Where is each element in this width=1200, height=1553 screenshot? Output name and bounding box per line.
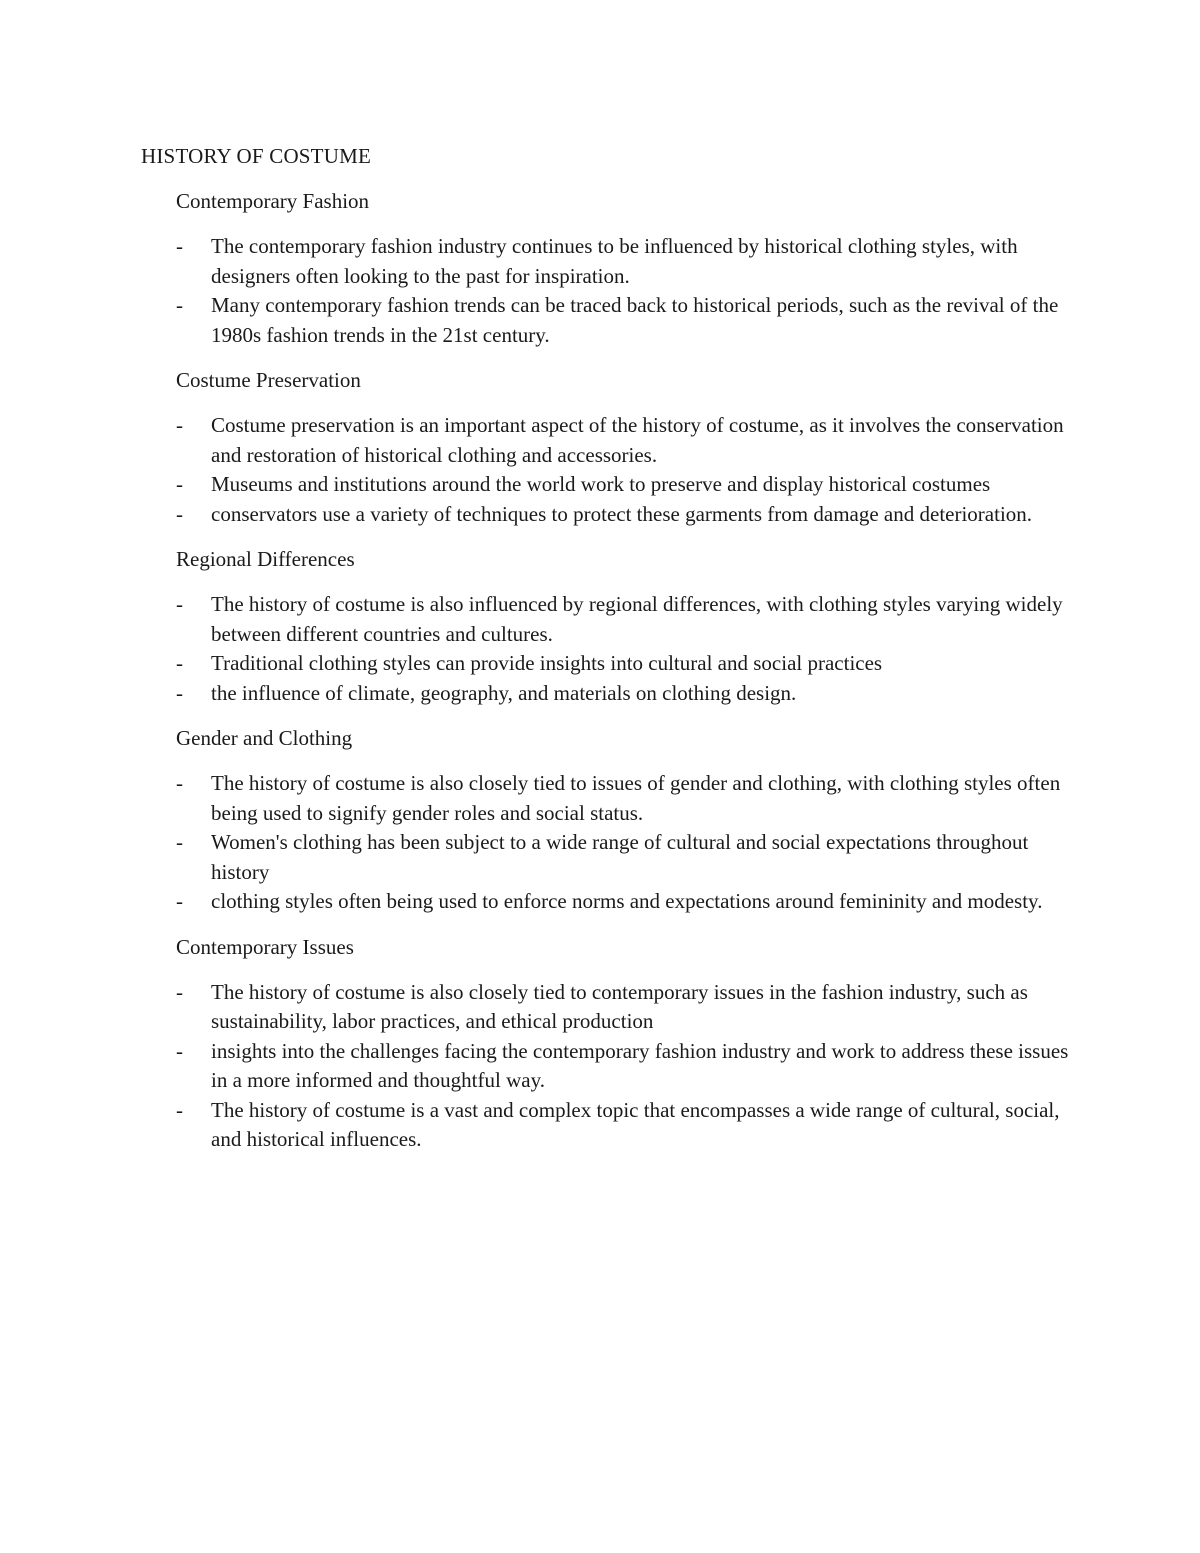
- bullet-text: The history of costume is a vast and complex topic that encompasses a wide range of cultural, social, and historical influences.: [211, 1097, 1060, 1151]
- bullet-text: The history of costume is also closely tied to issues of gender and clothing, with clothing styles often being used to signify gender roles and social status.: [211, 771, 1061, 825]
- bullet-item: [176, 828, 1076, 887]
- bullet-dash: -: [176, 889, 183, 913]
- bullet-text: The history of costume is also influenced by regional differences, with clothing styles varying widely between different countries and cultures.: [211, 592, 1063, 646]
- bullet-text: Traditional clothing styles can provide insights into cultural and social practices: [211, 651, 883, 675]
- bullet-dash: -: [176, 1038, 183, 1063]
- bullet-item: [176, 978, 1076, 1037]
- bullet-text: Women's clothing has been subject to a wide range of cultural and social expectations throughout history: [211, 830, 1029, 884]
- document-title: HISTORY OF COSTUME: [141, 144, 371, 168]
- section-heading: Contemporary Issues: [176, 934, 354, 959]
- bullet-item: [176, 590, 1076, 649]
- document-body: [176, 187, 1076, 1171]
- bullet-item: [176, 1037, 1076, 1096]
- bullet-dash: -: [176, 979, 183, 1004]
- bullet-list: [176, 232, 1076, 350]
- bullet-text: The contemporary fashion industry continues to be influenced by historical clothing styles, with designers often looking to the past for inspiration.: [211, 234, 1018, 288]
- bullet-item: [176, 232, 1076, 291]
- bullet-dash: -: [176, 472, 183, 496]
- bullet-text: the influence of climate, geography, and materials on clothing design.: [211, 680, 797, 705]
- bullet-text: conservators use a variety of techniques to protect these garments from damage and deterioration.: [211, 501, 1033, 526]
- bullet-item: [176, 411, 1076, 470]
- bullet-item: [176, 1096, 1076, 1155]
- bullet-text: The history of costume is also closely tied to contemporary issues in the fashion industry, such as sustainability, labor practices, and ethical production: [211, 979, 1028, 1033]
- bullet-list: [176, 411, 1076, 529]
- bullet-item: [176, 291, 1076, 350]
- bullet-item: [176, 649, 1076, 679]
- bullet-dash: -: [176, 501, 183, 526]
- bullet-text: insights into the challenges facing the contemporary fashion industry and work to address these issues in a more informed and thoughtful way.: [211, 1038, 1069, 1092]
- bullet-dash: -: [176, 592, 183, 616]
- bullet-text: Museums and institutions around the world work to preserve and display historical costumes: [211, 472, 991, 496]
- bullet-list: [176, 769, 1076, 917]
- bullet-list: [176, 978, 1076, 1155]
- bullet-item: [176, 679, 1076, 709]
- bullet-dash: -: [176, 1097, 183, 1122]
- bullet-dash: -: [176, 771, 183, 795]
- bullet-dash: -: [176, 651, 183, 675]
- bullet-dash: -: [176, 680, 183, 705]
- bullet-dash: -: [176, 830, 183, 854]
- section-heading: Regional Differences: [176, 547, 355, 571]
- bullet-dash: -: [176, 234, 183, 258]
- bullet-dash: -: [176, 413, 183, 437]
- section-heading: Costume Preservation: [176, 368, 361, 392]
- bullet-item: [176, 500, 1076, 530]
- section-heading: Gender and Clothing: [176, 726, 353, 750]
- bullet-dash: -: [176, 293, 183, 317]
- bullet-text: Many contemporary fashion trends can be traced back to historical periods, such as the revival of the 1980s fashion trends in the 21st century.: [211, 293, 1059, 347]
- bullet-list: [176, 590, 1076, 708]
- bullet-text: clothing styles often being used to enforce norms and expectations around femininity and modesty.: [211, 889, 1043, 913]
- bullet-item: [176, 470, 1076, 500]
- bullet-item: [176, 769, 1076, 828]
- bullet-item: [176, 887, 1076, 917]
- bullet-text: Costume preservation is an important aspect of the history of costume, as it involves the conservation and restoration of historical clothing and accessories.: [211, 413, 1064, 467]
- section-heading: Contemporary Fashion: [176, 189, 370, 213]
